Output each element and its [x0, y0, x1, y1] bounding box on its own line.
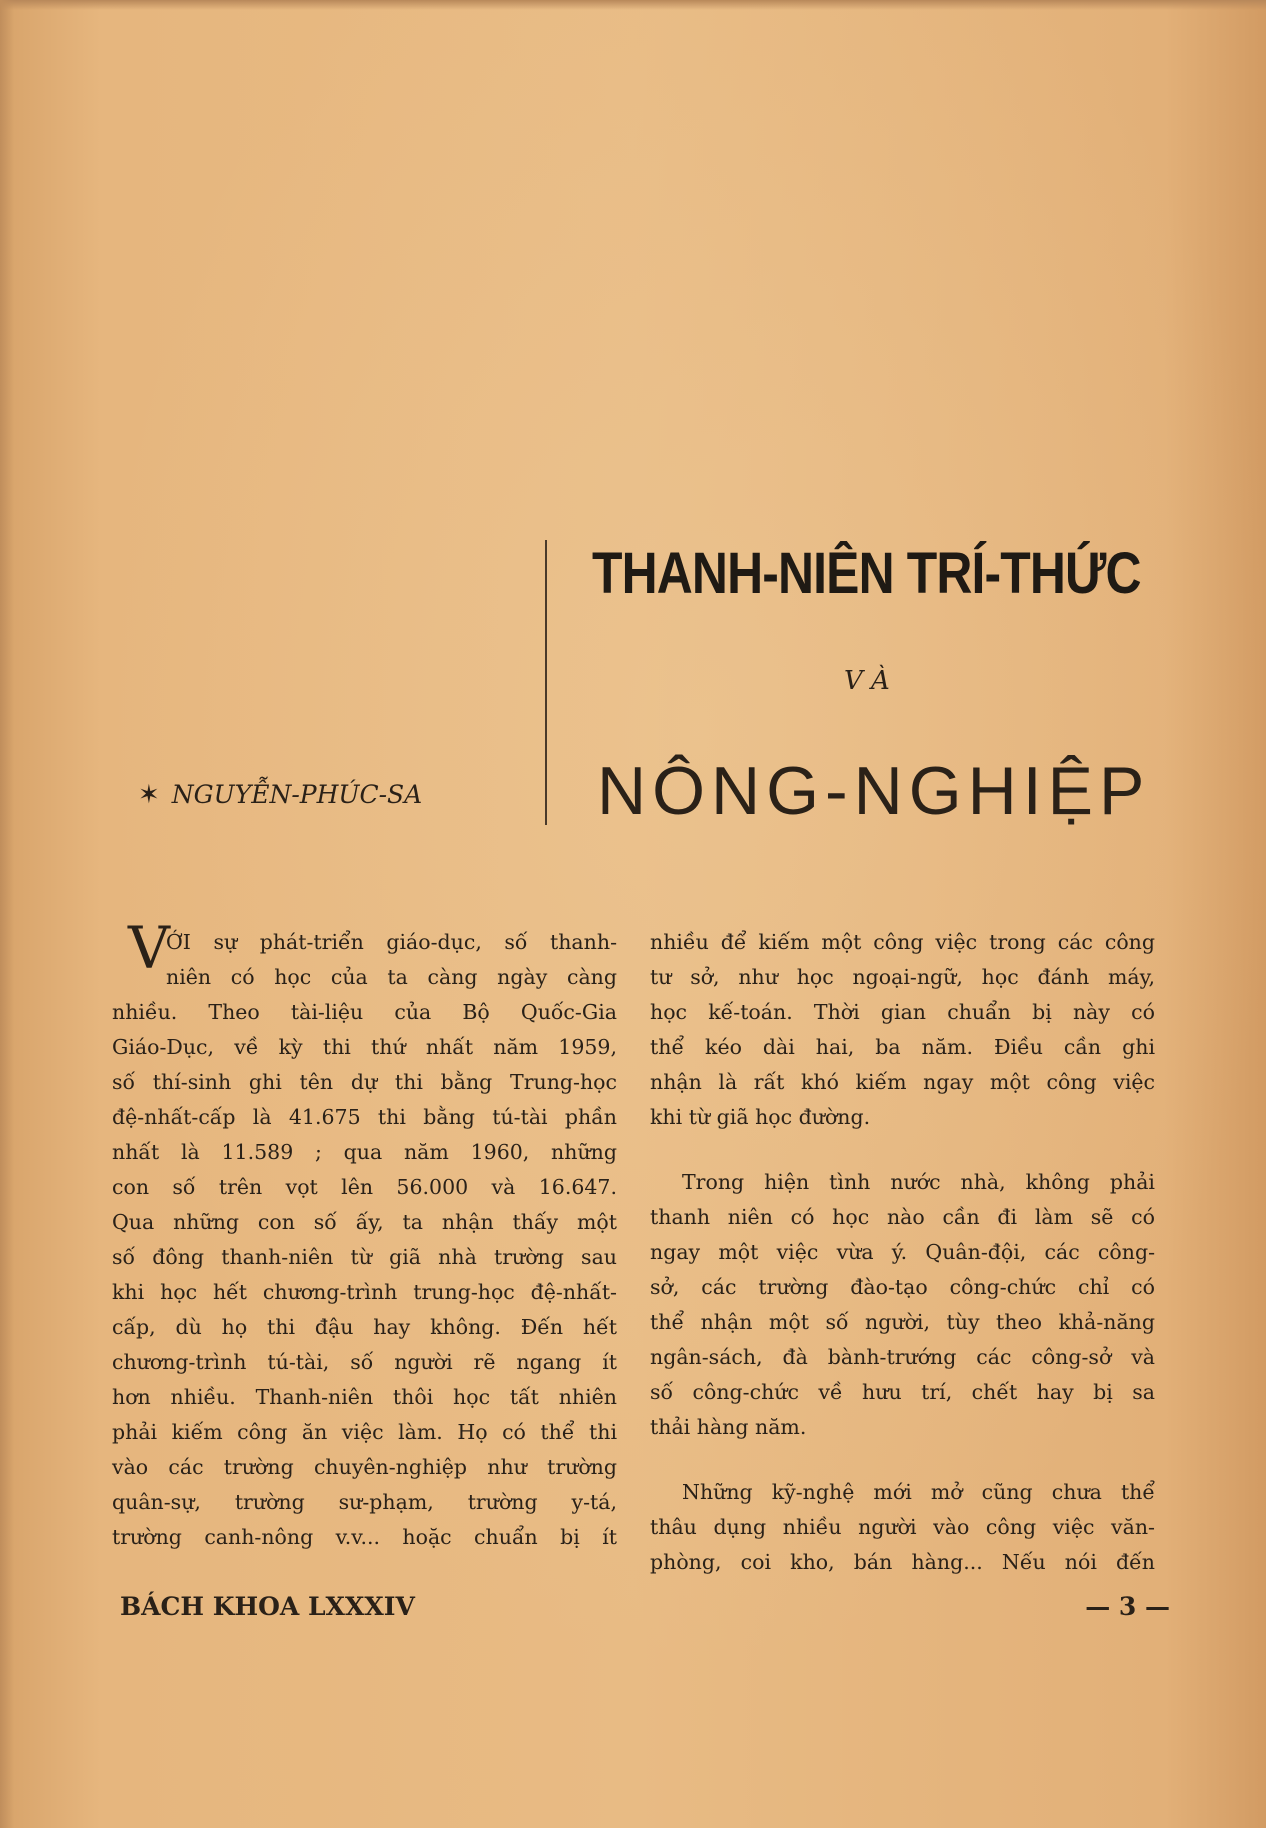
text-line: ngân-sách, đà bành-trướng các công-sở và — [650, 1345, 1155, 1369]
text-line: hơn nhiều. Thanh-niên thôi học tất nhiên — [112, 1385, 617, 1409]
text-line: sở, các trường đào-tạo công-chức chỉ có — [650, 1275, 1155, 1299]
author-name: NGUYỄN-PHÚC-SA — [171, 780, 423, 809]
text-line: thải hàng năm. — [650, 1415, 807, 1439]
text-line: tư sở, như học ngoại-ngữ, học đánh máy, — [650, 965, 1155, 989]
text-line: Trong hiện tình nước nhà, không phải — [682, 1170, 1155, 1194]
text-line: phòng, coi kho, bán hàng... Nếu nói đến — [650, 1550, 1155, 1574]
text-line: số đông thanh-niên từ giã nhà trường sau — [112, 1245, 617, 1269]
text-line: thể kéo dài hai, ba năm. Điều cần ghi — [650, 1035, 1155, 1059]
title-line-1: THANH-NIÊN TRÍ-THỨC — [592, 541, 1141, 606]
text-line: số thí-sinh ghi tên dự thi bằng Trung-học — [112, 1070, 617, 1094]
text-line: con số trên vọt lên 56.000 và 16.647. — [112, 1175, 617, 1199]
paragraph — [650, 925, 1155, 1135]
author-byline — [138, 780, 518, 810]
drop-cap-lines — [112, 925, 617, 995]
text-line: Giáo-Dục, về kỳ thi thứ nhất năm 1959, — [112, 1035, 617, 1059]
text-line: khi học hết chương-trình trung-học đệ-nhất- — [112, 1280, 617, 1304]
page-number: — 3 — — [1085, 1592, 1170, 1621]
text-line: Qua những con số ấy, ta nhận thấy một — [112, 1210, 617, 1234]
title-conjunction: VÀ — [844, 666, 900, 696]
text-line: khi từ giã học đường. — [650, 1105, 871, 1129]
text-line: cấp, dù họ thi đậu hay không. Đến hết — [112, 1315, 617, 1339]
title-divider — [545, 540, 547, 825]
text-line: số công-chức về hưu trí, chết hay bị sa — [650, 1380, 1155, 1404]
text-line: niên có học của ta càng ngày càng — [166, 965, 617, 989]
page-left-edge — [0, 0, 14, 1828]
text-line: ngay một việc vừa ý. Quân-đội, các công- — [650, 1240, 1155, 1264]
text-line: trường canh-nông v.v... hoặc chuẩn bị ít — [112, 1525, 617, 1549]
title-line-2: NÔNG-NGHIỆP — [597, 753, 1151, 829]
star-icon: ✶ — [138, 780, 160, 810]
text-line: nhiều. Theo tài-liệu của Bộ Quốc-Gia — [112, 1000, 617, 1024]
text-line: thâu dụng nhiều người vào công việc văn- — [650, 1515, 1155, 1539]
paragraph — [650, 1165, 1155, 1445]
article-column-right — [650, 925, 1155, 1580]
text-line: thanh niên có học nào cần đi làm sẽ có — [650, 1205, 1155, 1229]
text-line: thể nhận một số người, tùy theo khả-năng — [650, 1310, 1155, 1334]
text-line: nhận là rất khó kiếm ngay một công việc — [650, 1070, 1155, 1094]
page-top-edge — [0, 0, 1266, 10]
drop-cap: V — [128, 914, 170, 982]
paragraph-gap — [650, 1135, 1155, 1165]
text-line: chương-trình tú-tài, số người rẽ ngang ít — [112, 1350, 617, 1374]
text-line: quân-sự, trường sư-phạm, trường y-tá, — [112, 1490, 617, 1514]
publication-footer: BÁCH KHOA LXXXIV — [120, 1592, 415, 1621]
text-line: Những kỹ-nghệ mới mở cũng chưa thể — [682, 1480, 1155, 1504]
text-line: nhiều để kiếm một công việc trong các công — [650, 930, 1155, 954]
paragraph-gap — [650, 1445, 1155, 1475]
paragraph — [650, 1475, 1155, 1580]
text-line: đệ-nhất-cấp là 41.675 thi bằng tú-tài phần — [112, 1105, 617, 1129]
text-line: nhất là 11.589 ; qua năm 1960, những — [112, 1140, 617, 1164]
text-line: ỚI sự phát-triển giáo-dục, số thanh- — [166, 930, 617, 954]
text-line: vào các trường chuyên-nghiệp như trường — [112, 1455, 617, 1479]
article-column-left — [112, 925, 617, 1555]
text-line: học kế-toán. Thời gian chuẩn bị này có — [650, 1000, 1155, 1024]
text-line: phải kiếm công ăn việc làm. Họ có thể thi — [112, 1420, 617, 1444]
